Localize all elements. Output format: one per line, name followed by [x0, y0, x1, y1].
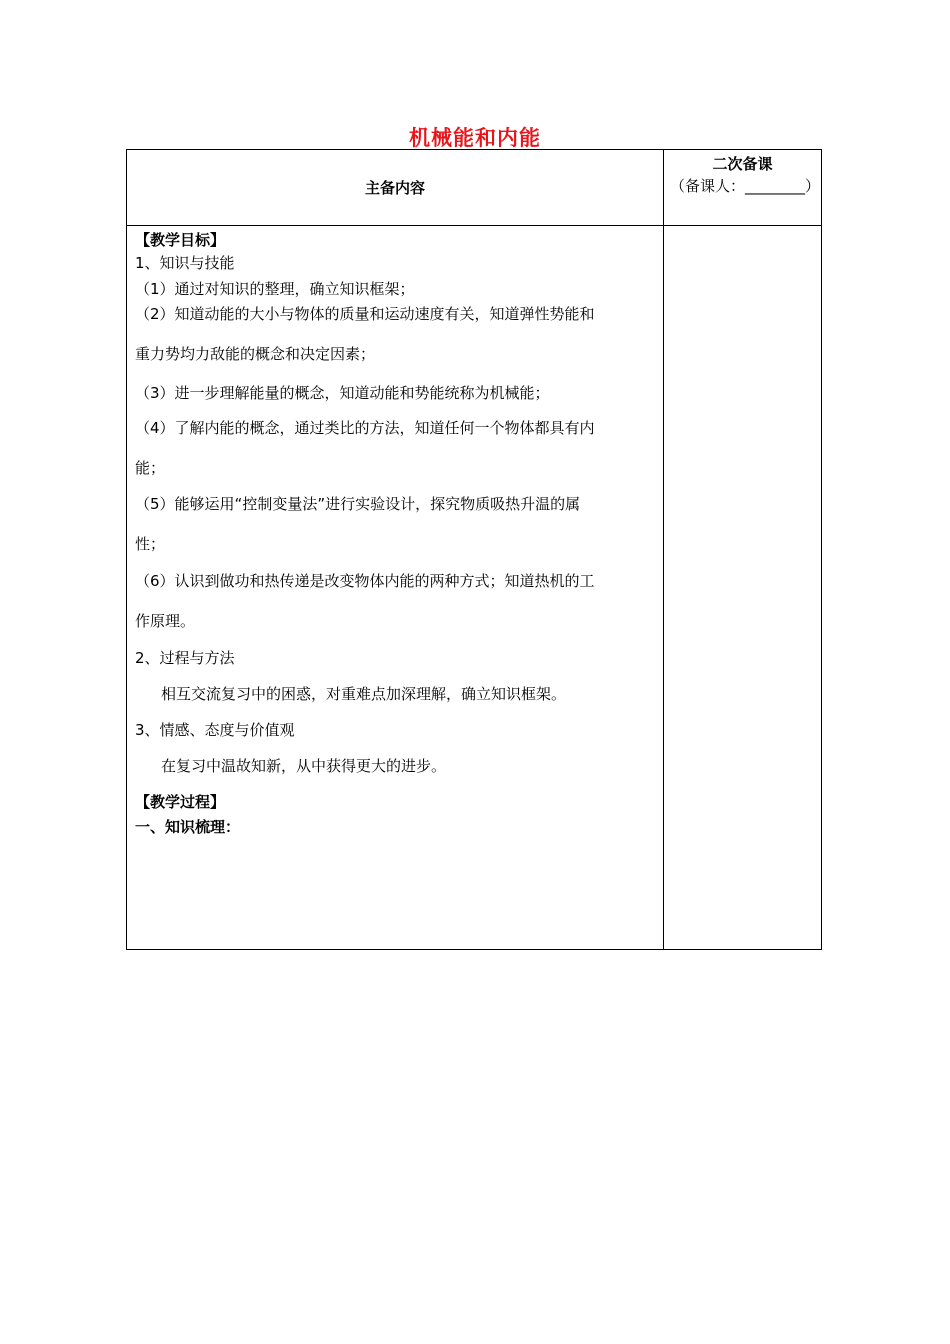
column-divider	[663, 150, 664, 949]
item1-5-text-cont: 性；	[135, 535, 166, 553]
item1-6-text-cont: 作原理。	[135, 612, 196, 630]
item1-5-text: （5）能够运用“控制变量法”进行实验设计，探究物质吸热升温的属	[135, 495, 581, 513]
header-secondary-prep	[664, 150, 821, 225]
item1-2-text: （2）知道动能的大小与物体的质量和运动速度有关，知道弹性势能和	[135, 305, 595, 323]
item1-4-text-cont: 能；	[135, 459, 166, 477]
item2-heading: 2、过程与方法	[135, 649, 235, 667]
item3-heading: 3、情感、态度与价值观	[135, 721, 295, 739]
item1-heading: 1、知识与技能	[135, 254, 235, 272]
objectives-heading: 【教学目标】	[135, 231, 226, 249]
header-second-note: （备课人：________）	[670, 177, 821, 195]
item1-4-text: （4）了解内能的概念，通过类比的方法，知道任何一个物体都具有内	[135, 419, 595, 437]
header-main-content	[127, 150, 663, 225]
header-second-title: 二次备课	[712, 155, 773, 173]
item1-3-text: （3）进一步理解能量的概念，知道动能和势能统称为机械能；	[135, 384, 550, 402]
item2-text: 相互交流复习中的困惑，对重难点加深理解，确立知识框架。	[161, 685, 567, 703]
item1-2-text-cont: 重力势均力敌能的概念和决定因素；	[135, 345, 376, 363]
section1-heading: 一、知识梳理：	[135, 818, 241, 836]
item3-text: 在复习中温故知新，从中获得更大的进步。	[161, 757, 447, 775]
document-title: 机械能和内能	[409, 126, 541, 150]
lesson-plan-table	[126, 149, 822, 950]
item1-6-text: （6）认识到做功和热传递是改变物体内能的两种方式；知道热机的工	[135, 572, 595, 590]
process-heading: 【教学过程】	[135, 793, 226, 811]
main-content-cell	[127, 226, 663, 950]
header-main-label: 主备内容	[364, 179, 425, 197]
item1-1-text: （1）通过对知识的整理，确立知识框架；	[135, 280, 415, 298]
